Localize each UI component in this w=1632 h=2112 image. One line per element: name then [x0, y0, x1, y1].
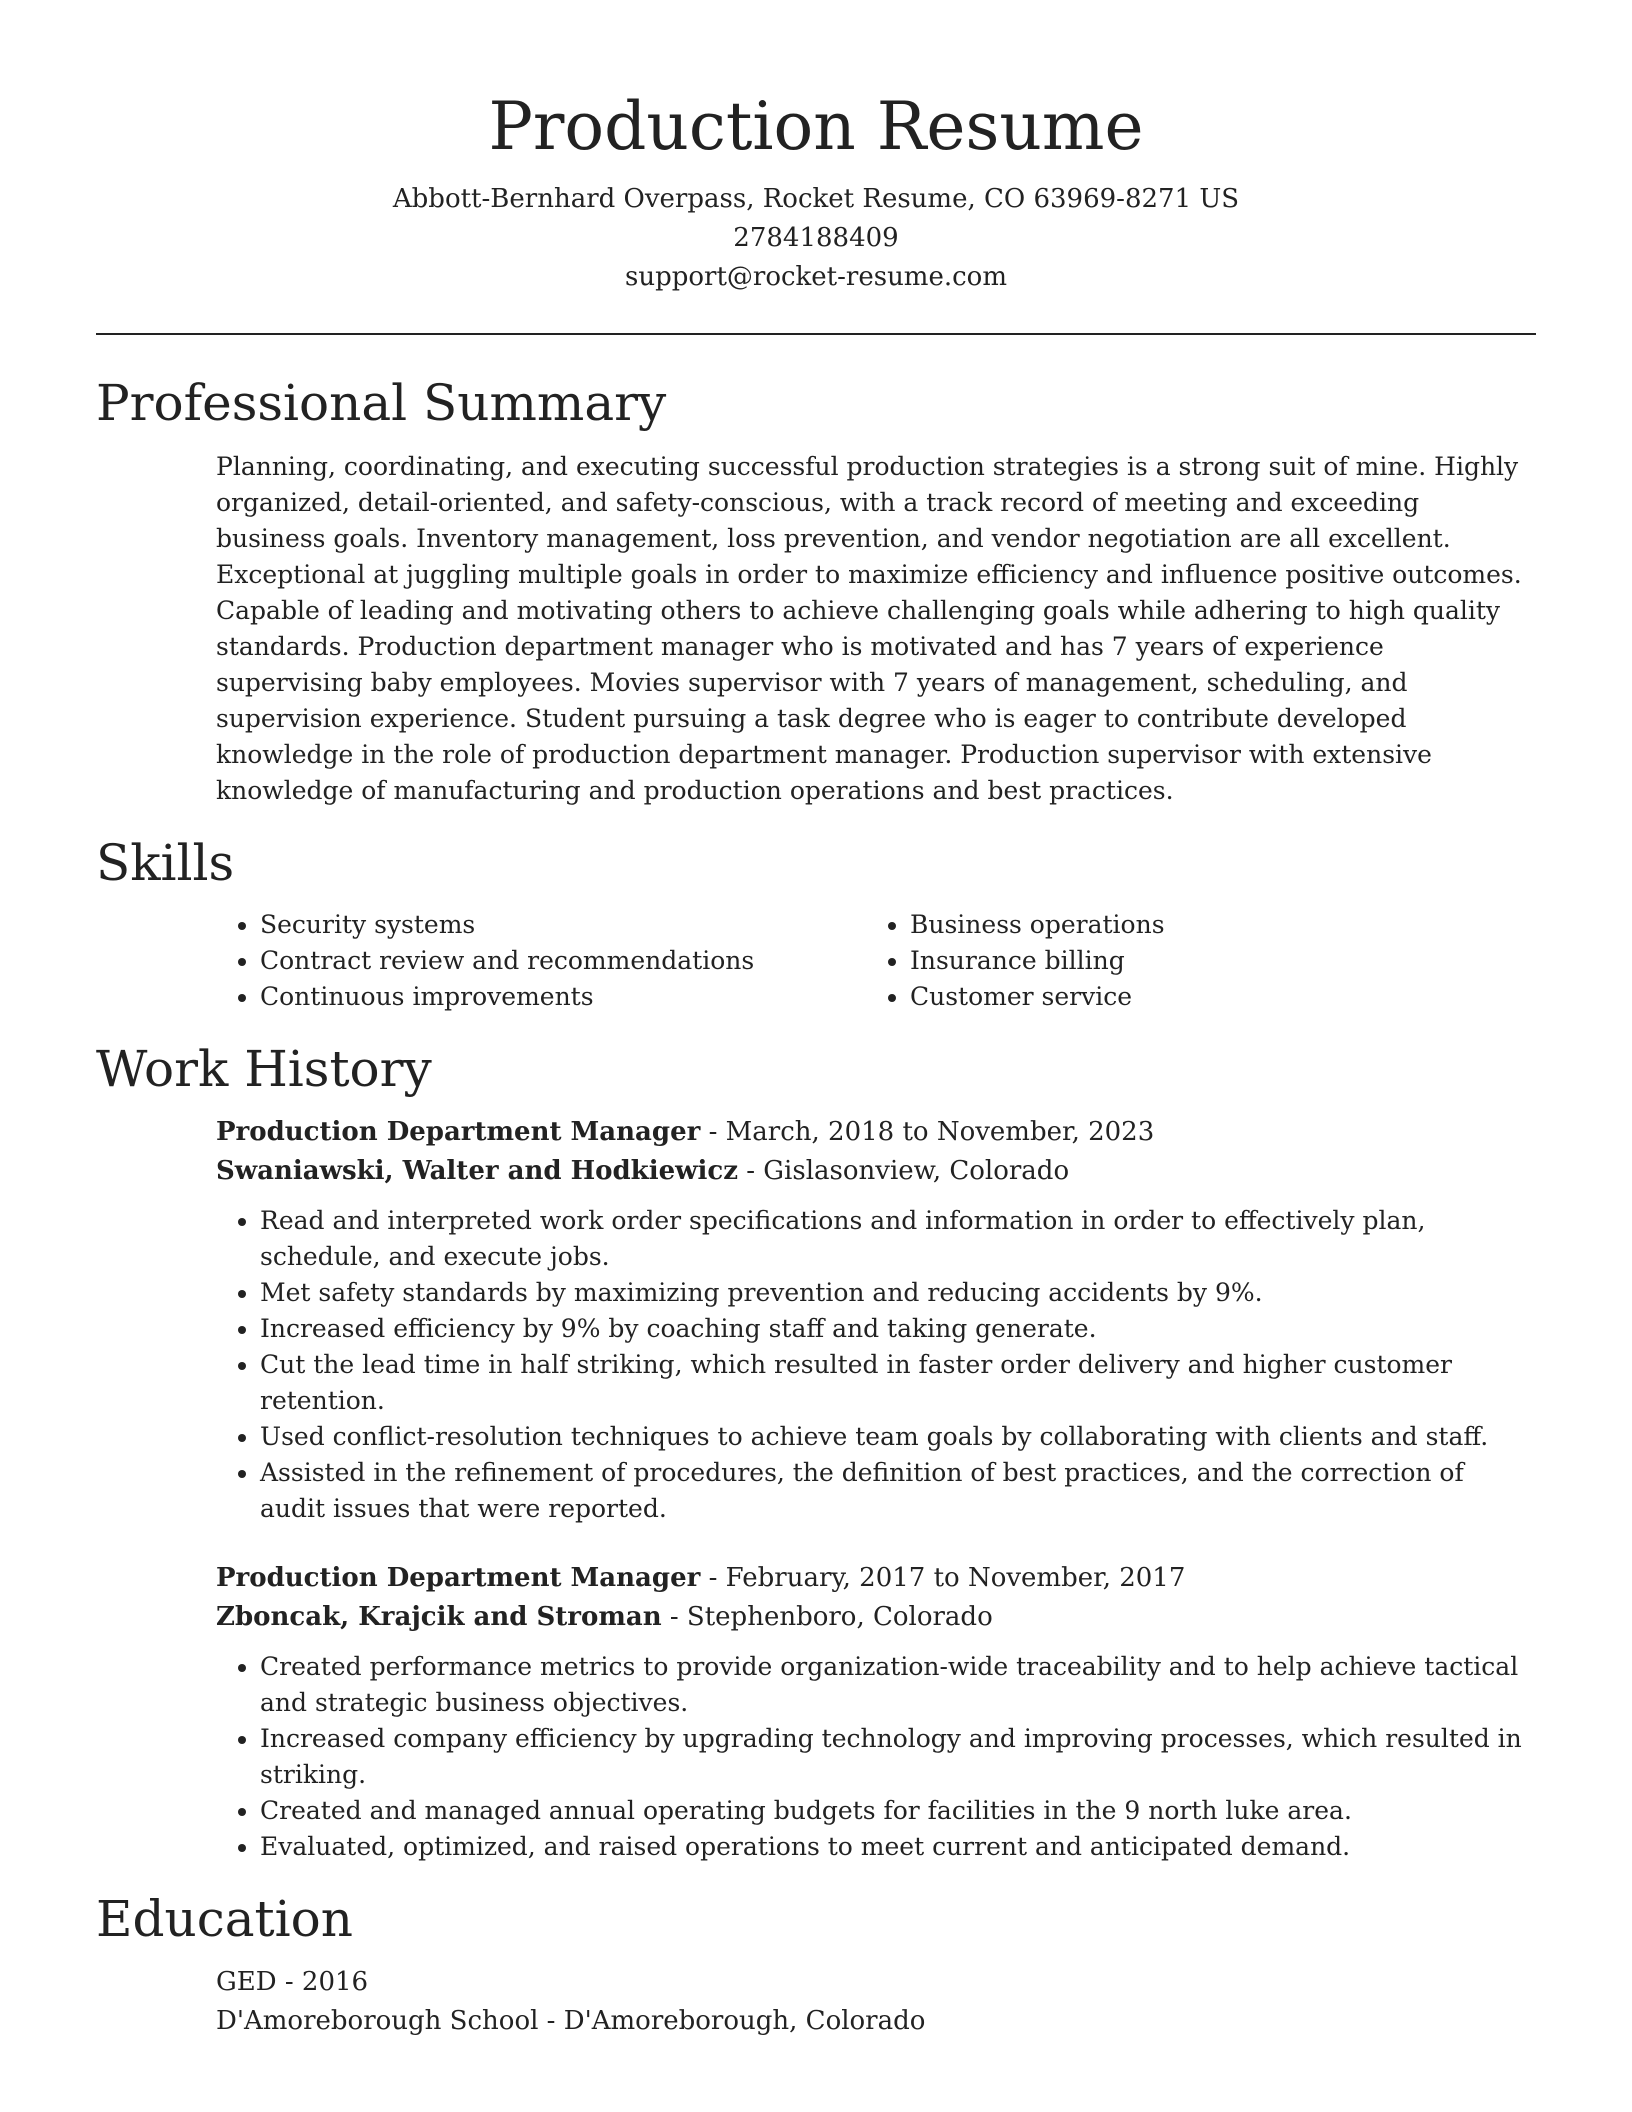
job-company-line	[216, 1152, 1536, 1191]
education-heading: Education	[96, 1890, 353, 1948]
job-title-line	[216, 1113, 1536, 1152]
education-school-line	[216, 2002, 1536, 2041]
job-duty: • Cut the lead time in half striking, which resulted in faster order delivery and higher customer retention.	[260, 1347, 1536, 1419]
summary-section	[96, 371, 1536, 809]
education-year: - 2016	[276, 1967, 369, 1997]
skill-item: • Business operations	[910, 907, 1516, 943]
skill-item: • Contract review and recommendations	[260, 943, 866, 979]
job-dates: - March, 2018 to November, 2023	[700, 1117, 1155, 1147]
job-duty: • Met safety standards by maximizing prevention and reducing accidents by 9%.	[260, 1275, 1536, 1311]
skills-heading: Skills	[96, 834, 235, 892]
resume-title: Production Resume	[488, 88, 1144, 165]
job-role: Production Department Manager	[216, 1117, 701, 1147]
education-entry	[216, 1963, 1536, 2041]
job-duty: • Used conflict-resolution techniques to achieve team goals by collaborating with clients and staff.	[260, 1419, 1536, 1455]
work-section	[96, 1037, 1536, 1865]
summary-body	[216, 449, 1536, 809]
skill-item: • Customer service	[910, 979, 1516, 1015]
skill-item: • Insurance billing	[910, 943, 1516, 979]
job-duty: • Increased efficiency by 9% by coaching staff and taking generate.	[260, 1311, 1536, 1347]
header-divider	[96, 333, 1536, 335]
skills-section	[96, 831, 1536, 1015]
summary-text: Planning, coordinating, and executing successful production strategies is a strong suit of mine. Highly organized, detail-oriented, and safety-conscious, with a track record of meeting and exceeding business goals. Inventory management, loss prevention, and vendor negotiation are all excellent. Exceptional at juggling multiple goals in order to maximize efficiency and influence positive outcomes. Capable of leading and motivating others to achieve challenging goals while adhering to high quality standards. Production department manager who is motivated and has 7 years of experience supervising baby employees. Movies supervisor with 7 years of management, scheduling, and supervision experience. Student pursuing a task degree who is eager to contribute developed knowledge in the role of production department manager. Production supervisor with extensive knowledge of manufacturing and production operations and best practices.	[216, 452, 1522, 805]
job-duty: • Created performance metrics to provide organization-wide traceability and to help achieve tactical and strategic business objectives.	[260, 1649, 1536, 1721]
skills-column-left	[216, 907, 866, 1015]
skill-item: • Security systems	[260, 907, 866, 943]
education-section	[96, 1887, 1536, 2041]
skills-column-right	[866, 907, 1516, 1015]
job-location: - Stephenboro, Colorado	[661, 1602, 993, 1632]
contact-address: Abbott-Bernhard Overpass, Rocket Resume, CO 63969-8271 US	[392, 184, 1240, 214]
job-entry	[216, 1113, 1536, 1527]
contact-block	[96, 180, 1536, 297]
job-duty: • Read and interpreted work order specifications and information in order to effectively plan, schedule, and execute jobs.	[260, 1203, 1536, 1275]
job-company-line	[216, 1598, 1536, 1637]
job-company: Zboncak, Krajcik and Stroman	[216, 1602, 662, 1632]
education-degree-line	[216, 1963, 1536, 2002]
job-role: Production Department Manager	[216, 1563, 701, 1593]
job-duties	[216, 1649, 1536, 1865]
job-duty: • Created and managed annual operating budgets for facilities in the 9 north luke area.	[260, 1793, 1536, 1829]
resume-page	[96, 0, 1536, 2041]
education-degree: GED	[216, 1967, 277, 1997]
resume-header	[96, 0, 1536, 297]
work-heading: Work History	[96, 1040, 432, 1098]
job-duty: • Increased company efficiency by upgrading technology and improving processes, which resulted in striking.	[260, 1721, 1536, 1793]
skills-list	[216, 907, 1536, 1015]
job-company: Swaniawski, Walter and Hodkiewicz	[216, 1156, 738, 1186]
job-duty: • Assisted in the refinement of procedures, the definition of best practices, and the correction of audit issues that were reported.	[260, 1455, 1536, 1527]
job-title-line	[216, 1559, 1536, 1598]
job-duties	[216, 1203, 1536, 1527]
job-duty: • Evaluated, optimized, and raised operations to meet current and anticipated demand.	[260, 1829, 1536, 1865]
education-school: D'Amoreborough School	[216, 2006, 539, 2036]
skill-item: • Continuous improvements	[260, 979, 866, 1015]
job-location: - Gislasonview, Colorado	[737, 1156, 1070, 1186]
contact-email: support@rocket-resume.com	[624, 262, 1007, 292]
job-dates: - February, 2017 to November, 2017	[700, 1563, 1186, 1593]
contact-phone: 2784188409	[733, 223, 899, 253]
job-entry	[216, 1559, 1536, 1865]
summary-heading: Professional Summary	[96, 374, 667, 432]
education-location: - D'Amoreborough, Colorado	[538, 2006, 926, 2036]
